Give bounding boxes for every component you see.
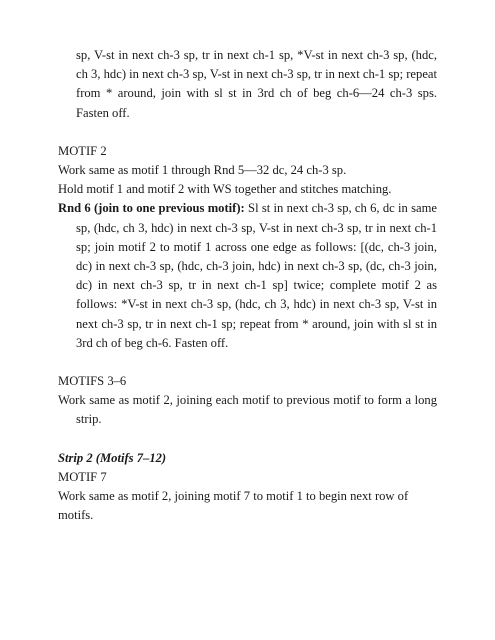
spacer bbox=[58, 430, 437, 449]
spacer bbox=[58, 353, 437, 372]
rnd-6-label: Rnd 6 (join to one previous motif): bbox=[58, 201, 245, 216]
rnd-6-paragraph bbox=[58, 199, 437, 353]
motif-7-text: Work same as motif 2, joining motif 7 to motif 1 to begin next row of motifs. bbox=[58, 489, 409, 523]
motif-2-heading: MOTIF 2 bbox=[58, 143, 107, 158]
motifs-3-6-text: Work same as motif 2, joining each motif to previous motif to form a long strip. bbox=[58, 393, 437, 427]
motifs-3-6-heading: MOTIFS 3–6 bbox=[58, 374, 127, 389]
rnd-6-text: Sl st in next ch-3 sp, ch 6, dc in same sp, (hdc, ch 3, hdc) in next ch-3 sp, V-st in next ch-3 sp, tr in next ch-1 sp; join motif 2 to motif 1 across one edge as follows: [(dc, ch-3 join, dc) in next ch-3 sp, (hdc, ch-3 join, hdc) in next ch-3 sp, (dc, ch-3 join, dc) in next ch-3 sp, tr in next ch-1 sp] twice; complete motif 2 as follows: *V-st in next ch-3 sp, (hdc, ch 3, hdc) in next ch-3 sp, V-st in next ch-3 sp, tr in next ch-1 sp; repeat from * around, join with sl st in 3rd ch of beg ch-6. Fasten off. bbox=[76, 201, 438, 350]
motif-7-heading: MOTIF 7 bbox=[58, 469, 107, 484]
pattern-page bbox=[58, 46, 437, 525]
motif-2-line-2: Hold motif 1 and motif 2 with WS together and stitches matching. bbox=[58, 182, 392, 197]
spacer bbox=[58, 123, 437, 142]
strip-2-heading: Strip 2 (Motifs 7–12) bbox=[58, 450, 167, 465]
continued-paragraph: sp, V-st in next ch-3 sp, tr in next ch-1 sp, *V-st in next ch-3 sp, (hdc, ch 3, hdc) in next ch-3 sp, V-st in next ch-3 sp, tr in next ch-1 sp; repeat from * around, join with sl st in 3rd ch of beg ch-6—24 ch-3 sps. Fasten off. bbox=[76, 48, 437, 120]
motif-2-line-1: Work same as motif 1 through Rnd 5—32 dc, 24 ch-3 sp. bbox=[58, 163, 347, 178]
